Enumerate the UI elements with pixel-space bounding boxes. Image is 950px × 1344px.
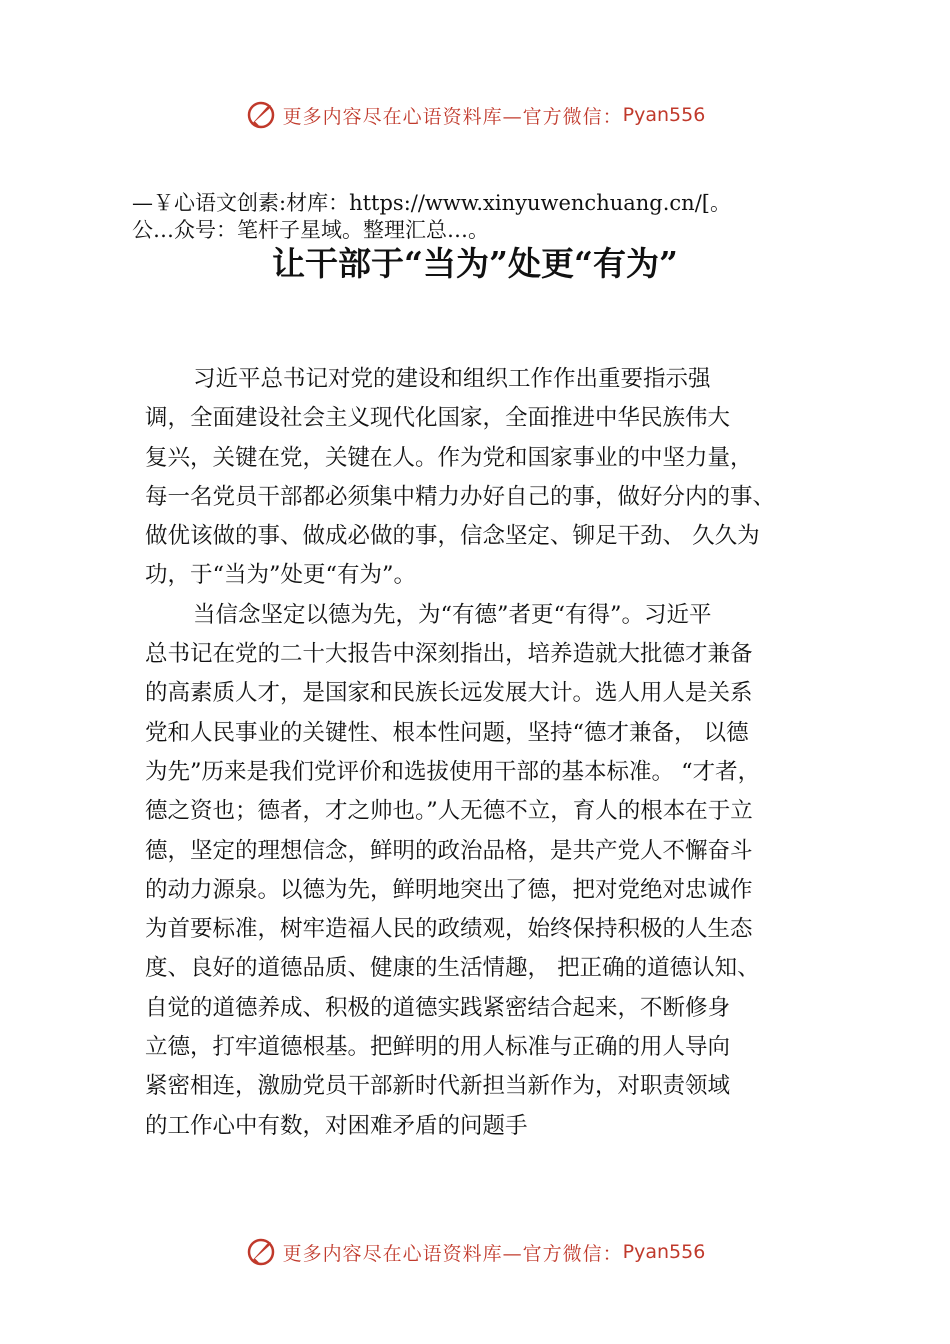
banner-text: 更多内容尽在心语资料库—官方微信：	[282, 105, 623, 128]
body-line: 每一名党员干部都必须集中精力办好自己的事，做好分内的事、	[145, 483, 776, 510]
banner-wechat-id: Pyan556	[622, 104, 706, 126]
body-line: 的工作心中有数，对困难矛盾的问题手	[145, 1112, 528, 1139]
body-line: 为先”历来是我们党评价和选拔使用干部的基本标准。 “才者，	[145, 758, 761, 785]
source-line-1: —￥心语文创素:材库：https://www.xinyuwenchuang.cn/[。	[132, 191, 731, 215]
footer-banner	[0, 1232, 950, 1272]
banner-wechat-id: Pyan556	[622, 1241, 706, 1263]
header-banner	[0, 95, 950, 135]
body-line: 德，坚定的理想信念，鲜明的政治品格，是共产党人不懈奋斗	[145, 837, 753, 864]
source-line-2: 公…众号：笔杆子星域。整理汇总…。	[132, 218, 489, 242]
body-line: 当信念坚定以德为先，为“有德”者更“有得”。习近平	[193, 601, 712, 628]
body-line: 立德，打牢道德根基。把鲜明的用人标准与正确的用人导向	[145, 1034, 731, 1061]
body-line: 总书记在党的二十大报告中深刻指出，培养造就大批德才兼备	[145, 641, 753, 668]
body-line: 的动力源泉。以德为先，鲜明地突出了德，把对党绝对忠诚作	[145, 876, 753, 903]
body-line: 功，于“当为”处更“有为”。	[145, 562, 417, 589]
body-line: 自觉的道德养成、积极的道德实践紧密结合起来，不断修身	[145, 994, 731, 1021]
body-line: 做优该做的事、做成必做的事，信念坚定、铆足干劲、 久久为	[145, 523, 760, 550]
quill-logo-icon	[245, 1236, 277, 1268]
body-line: 习近平总书记对党的建设和组织工作作出重要指示强	[193, 366, 711, 392]
body-line: 紧密相连，激励党员干部新时代新担当新作为，对职责领域	[145, 1073, 731, 1100]
body-line: 党和人民事业的关键性、根本性问题，坚持“德才兼备， 以德	[145, 719, 749, 746]
body-line: 度、良好的道德品质、健康的生活情趣， 把正确的道德认知、	[145, 955, 760, 982]
document-body	[145, 360, 845, 1146]
body-line: 调，全面建设社会主义现代化国家，全面推进中华民族伟大	[145, 405, 731, 432]
quill-logo-icon	[245, 99, 277, 131]
body-line: 复兴，关键在党，关键在人。作为党和国家事业的中坚力量，	[145, 444, 753, 471]
banner-text: 更多内容尽在心语资料库—官方微信：	[282, 1242, 623, 1265]
body-line: 德之资也；德者，才之帅也。”人无德不立，育人的根本在于立	[145, 798, 753, 825]
document-title: 让干部于“当为”处更“有为”	[272, 244, 678, 283]
body-line: 为首要标准，树牢造福人民的政绩观，始终保持积极的人生态	[145, 916, 753, 943]
body-line: 的高素质人才，是国家和民族长远发展大计。选人用人是关系	[145, 680, 753, 707]
